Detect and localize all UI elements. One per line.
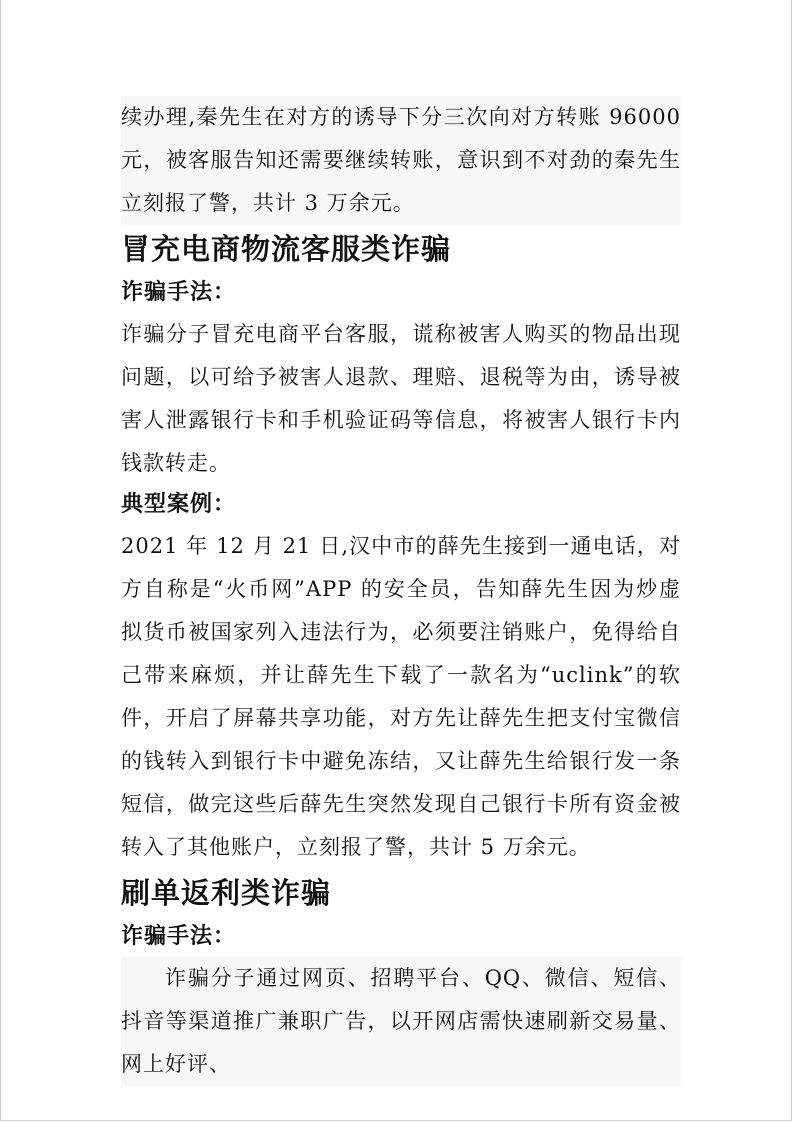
- method-heading: 诈骗手法：: [121, 280, 237, 305]
- section-title-order-brushing-scam: 刷单返利类诈骗: [121, 876, 332, 910]
- method-heading: 诈骗手法：: [121, 924, 237, 949]
- document-body: [121, 96, 681, 1086]
- method-paragraph: 诈骗分子通过网页、招聘平台、QQ、微信、短信、抖音等渠道推广兼职广告，以开网店需快速刷新交易量、网上好评、: [121, 957, 681, 1086]
- intro-paragraph: 续办理,秦先生在对方的诱导下分三次向对方转账 96000 元，被客服告知还需要继续转账，意识到不对劲的秦先生立刻报了警，共计 3 万余元。: [121, 96, 681, 225]
- case-heading: 典型案例：: [121, 492, 237, 517]
- section-title-ecommerce-scam: 冒充电商物流客服类诈骗: [121, 232, 452, 266]
- case-paragraph: 2021 年 12 月 21 日,汉中市的薛先生接到一通电话，对方自称是“火币网”APP 的安全员，告知薛先生因为炒虚拟货币被国家列入违法行为，必须要注销账户，免得给自己带来麻烦，并让薛先生下载了一款名为“uclink”的软件，开启了屏幕共享功能，对方先让薛先生把支付宝微信的钱转入到银行卡中避免冻结，又让薛先生给银行发一条短信，做完这些后薛先生突然发现自己银行卡所有资金被转入了其他账户，立刻报了警，共计 5 万余元。: [121, 534, 681, 859]
- method-paragraph: 诈骗分子冒充电商平台客服，谎称被害人购买的物品出现问题，以可给予被害人退款、理赔、退税等为由，诱导被害人泄露银行卡和手机验证码等信息，将被害人银行卡内钱款转走。: [121, 322, 681, 475]
